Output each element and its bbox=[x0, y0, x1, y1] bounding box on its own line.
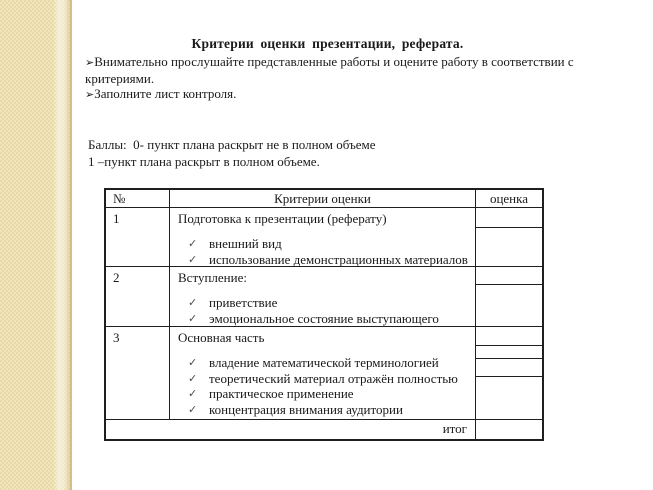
criteria-table bbox=[104, 188, 544, 441]
total-row bbox=[106, 420, 542, 439]
bullet-text: Внимательно прослушайте представленные работы и оцените работу в соответствии с критериями. bbox=[85, 54, 574, 86]
criteria-cell bbox=[170, 327, 476, 419]
check-icon: ✓ bbox=[188, 371, 198, 385]
check-label: приветствие bbox=[209, 295, 278, 310]
bullet-item bbox=[85, 86, 582, 103]
table-header-row bbox=[106, 190, 542, 208]
side-texture-band bbox=[0, 0, 72, 490]
bullet-text: Заполните лист контроля. bbox=[94, 86, 237, 101]
bullet-item bbox=[85, 54, 582, 86]
score-subcell bbox=[476, 346, 542, 359]
score-cell bbox=[476, 327, 542, 419]
scoring-note-line: Баллы: 0- пункт плана раскрыт не в полном объеме bbox=[88, 137, 376, 152]
intro-bullets bbox=[85, 54, 582, 103]
criteria-title: Основная часть bbox=[178, 330, 265, 345]
score-subcell bbox=[476, 285, 542, 326]
check-item bbox=[178, 236, 475, 252]
total-label: итог bbox=[106, 420, 476, 439]
check-icon: ✓ bbox=[188, 356, 198, 369]
check-label: владение математической терминологией bbox=[209, 355, 439, 370]
score-subcell bbox=[476, 377, 542, 419]
score-subcell bbox=[476, 327, 542, 346]
slide-title: Критерии оценки презентации, реферата. bbox=[191, 36, 464, 51]
check-item bbox=[178, 355, 475, 371]
check-icon: ✓ bbox=[188, 402, 198, 416]
row-number-cell: 2 bbox=[106, 267, 170, 326]
criteria-title: Вступление: bbox=[178, 270, 247, 285]
check-icon: ✓ bbox=[188, 252, 198, 266]
check-item bbox=[178, 252, 475, 266]
check-label: эмоциональное состояние выступающего bbox=[209, 310, 439, 326]
arrow-bullet-icon: ➢ bbox=[85, 88, 95, 101]
row-number-cell: 3 bbox=[106, 327, 170, 419]
score-cell bbox=[476, 208, 542, 266]
check-label: использование демонстрационных материалов bbox=[209, 251, 468, 266]
total-score-cell bbox=[476, 420, 542, 439]
scoring-note-line: 1 –пункт плана раскрыт в полном объеме. bbox=[88, 153, 320, 169]
check-item bbox=[178, 386, 475, 402]
check-item bbox=[178, 402, 475, 418]
criteria-cell bbox=[170, 267, 476, 326]
check-item bbox=[178, 295, 475, 311]
table-row bbox=[106, 327, 542, 420]
check-item bbox=[178, 311, 475, 326]
score-subcell bbox=[476, 359, 542, 377]
arrow-bullet-icon: ➢ bbox=[85, 56, 95, 69]
score-subcell bbox=[476, 228, 542, 266]
check-label: практическое применение bbox=[209, 386, 354, 402]
table-row bbox=[106, 208, 542, 267]
table-row bbox=[106, 267, 542, 327]
check-icon: ✓ bbox=[188, 296, 198, 309]
check-icon: ✓ bbox=[188, 311, 198, 325]
scoring-note bbox=[88, 137, 548, 170]
check-label: внешний вид bbox=[209, 236, 282, 251]
score-subcell bbox=[476, 208, 542, 228]
check-label: концентрация внимания аудитории bbox=[209, 401, 403, 417]
score-cell bbox=[476, 267, 542, 326]
table-body bbox=[106, 208, 542, 420]
check-icon: ✓ bbox=[188, 387, 198, 401]
check-icon: ✓ bbox=[188, 237, 198, 250]
check-label: теоретический материал отражён полностью bbox=[209, 370, 458, 386]
check-item bbox=[178, 371, 475, 387]
criteria-title: Подготовка к презентации (реферату) bbox=[178, 211, 387, 226]
criteria-cell bbox=[170, 208, 476, 266]
header-cell-number: № bbox=[106, 190, 170, 207]
header-cell-criteria: Критерии оценки bbox=[170, 190, 476, 207]
header-cell-score: оценка bbox=[489, 190, 529, 206]
row-number-cell: 1 bbox=[106, 208, 170, 266]
score-subcell bbox=[476, 267, 542, 285]
